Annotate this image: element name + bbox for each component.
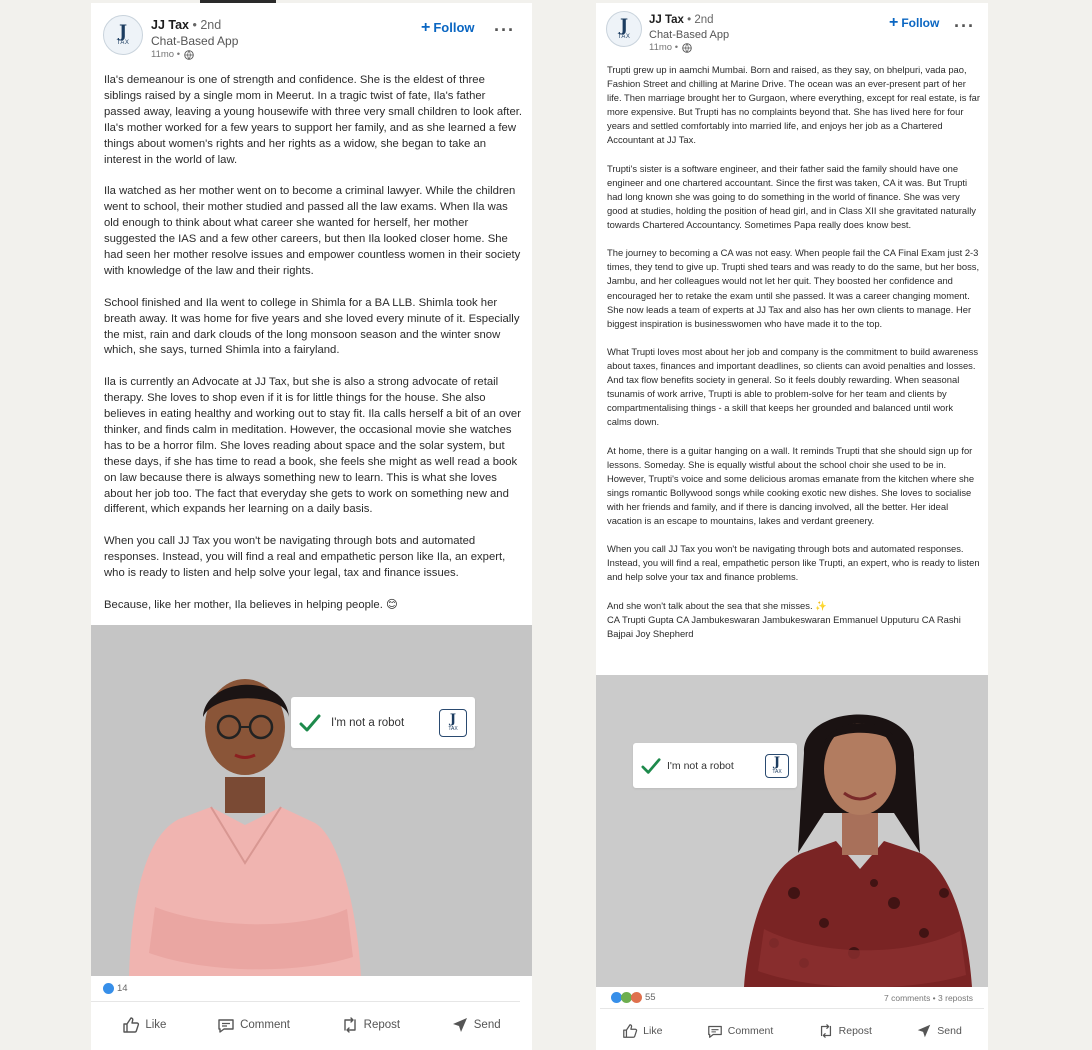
author-subtitle: Chat-Based App — [151, 34, 239, 48]
author-name[interactable]: JJ Tax — [649, 14, 684, 26]
comment-icon — [217, 1016, 235, 1034]
more-options-icon[interactable]: ··· — [494, 20, 515, 40]
post-time: 11mo • — [151, 49, 238, 61]
repost-button[interactable]: Repost — [818, 1023, 872, 1039]
reactions-summary[interactable] — [103, 983, 128, 994]
jjtax-logo-icon: J TAX — [765, 754, 789, 778]
reaction-count: 14 — [117, 983, 128, 994]
more-options-icon[interactable]: ··· — [954, 16, 975, 36]
post-image[interactable] — [596, 675, 988, 987]
author-subtitle: Chat-Based App — [649, 29, 730, 41]
follow-button[interactable]: + Follow — [421, 18, 475, 36]
comment-button[interactable]: Comment — [217, 1016, 290, 1034]
like-button[interactable]: Like — [122, 1016, 166, 1034]
comment-button[interactable]: Comment — [707, 1023, 774, 1039]
woman-portrait-illustration — [125, 657, 365, 976]
social-counts — [600, 987, 984, 1009]
checkmark-icon — [641, 756, 661, 776]
send-icon — [916, 1023, 932, 1039]
send-icon — [451, 1016, 469, 1034]
like-button[interactable]: Like — [622, 1023, 662, 1039]
repost-icon — [818, 1023, 834, 1039]
love-reaction-icon — [631, 992, 642, 1003]
captcha-text: I'm not a robot — [667, 759, 734, 772]
feed-post-ila — [91, 3, 532, 1050]
captcha-text: I'm not a robot — [331, 716, 405, 729]
thumbs-up-icon — [622, 1023, 638, 1039]
feed-post-trupti — [596, 3, 988, 1050]
woman-portrait-illustration — [744, 693, 974, 987]
post-text: Ila's demeanour is one of strength and confidence. She is the eldest of three siblings raised by a single mom in Meerut. In a tragic twist of fate, Ila's father passed away, leaving a young housewife with three very small children to look after. Ila's mother worked for a few years to support her family, and as she learned a few things about women's rights and her rights as a widow, she began to take an interest in the world of law. Ila watched as her mother went on to become a criminal lawyer. While the children went to school, their mother studied and passed all the law exams. When Ila was old enough to think about what career she wanted for herself, her mother suggested the IAS and a few other careers, but then Ila looked closer home. She had seen her mother resolve issues and empower countless women in their society with knowledge of the law and their rights. School finished and Ila went to college in Shimla for a BA LLB. Shimla took her breath away. It was home for five years and she loved every minute of it. Especially the mist, rain and dark clouds of the long monsoon season and the winter snow which, she says, turned Shimla into a fairyland. Ila is currently an Advocate at JJ Tax, but she is also a strong advocate of retail therapy. She loves to shop even if it is for little things for the house. She also believes in eating healthy and working out to stay fit. Ila calls herself a bit of an over thinker, and finds calm in meditation. However, the occasional movie she watches has to be a horror film. She loves reading about space and the solar system, but these days, if she has time to read a book, she feels she might as well read a book on law because there is always something new to learn. This is what she loves about her job too. The fact that everyday she gets to work on something new and different, which expands her learning on a daily basis. When you call JJ Tax you won't be navigating through bots and automated responses. Instead, you will find a real and empathetic person like Ila, an expert, who is ready to listen and help solve your legal, tax and finance issues. Because, like her mother, Ila believes in helping people. 😊 — [104, 74, 523, 611]
post-header — [91, 3, 532, 67]
like-reaction-icon — [103, 983, 114, 994]
company-logo[interactable]: J TAX — [103, 15, 143, 55]
author-meta — [151, 17, 238, 61]
social-counts — [91, 976, 520, 1002]
plus-icon: + — [889, 14, 899, 31]
thumbs-up-icon — [122, 1016, 140, 1034]
author-meta — [649, 13, 729, 54]
post-header — [596, 3, 988, 59]
post-time: 11mo • — [649, 42, 729, 54]
reaction-count: 55 — [645, 992, 656, 1003]
connection-degree: • 2nd — [192, 18, 222, 32]
reactions-summary[interactable] — [611, 992, 656, 1003]
post-text: Trupti grew up in aamchi Mumbai. Born and raised, as they say, on bhelpuri, vada pao, Fashion Street and chilling at Marine Drive. The ocean was an ever-present part of her life. Then marriage brought her to Gurgaon, where everything, except for real estate, is far more expensive. But Trupti has no complaints beyond that. She has lived here for four years and settled comfortably into married life, and enjoys her job as a Chartered Accountant at JJ Tax. Trupti's sister is a software engineer, and their father said the family should have one engineer and one chartered accountant. Since the first was taken, CA it was. But Trupti had long known she was going to do something in the world of finance. She was very good at studies, holding the position of head girl, and in Class XII she gravitated naturally towards Chartered Accountancy. Sometimes Papa really does know best. The journey to becoming a CA was not easy. When people fail the CA Final Exam just 2-3 times, they tend to give up. Trupti shed tears and was ready to do the same, but her boss, Jambu, and her colleagues would not let her quit. They boosted her confidence and encouraged her to retake the exam until she passed. It was a career changing moment. She now leads a team of experts at JJ Tax and also has her own clients to manage. Her biggest inspiration is businesswomen who have made it to the top. What Trupti loves most about her job and company is the commitment to build awareness about taxes, finances and important deadlines, so clients can avoid penalties and losses. And tax flow benefits society in general. So it feels doubly rewarding. When seasonal tsunamis of work arrive, Trupti is able to problem-solve for her team and clients by compartmentalising things - a skill that keeps her grounded and balanced until work calms down. At home, there is a guitar hanging on a wall. It reminds Trupti that she should sign up for lessons. Someday. She is equally wistful about the school choir she used to be in. However, Trupti's voice and some delicious aromas emanate from the kitchen where she sings romantic Bollywood songs while cooking exotic new dishes. She loves to socialise with her friends and family, and if there is dancing involved, all the better. Her ideal vacation is an escape to mountains, lakes and verdant greenery. When you call JJ Tax you won't be navigating through bots and automated responses. Instead, you will find a real, empathetic person like Trupti, an expert, who is ready to listen and help solve your tax and finance problems. And she won't talk about the sea that she misses. ✨ CA Trupti Gupta CA Jambukeswaran Jambukeswaran Emmanuel Upputuru CA Rashi Bajpai Joy Shepherd — [607, 64, 980, 639]
repost-icon — [341, 1016, 359, 1034]
globe-icon — [682, 43, 692, 53]
repost-button[interactable]: Repost — [341, 1016, 400, 1034]
comments-reposts-count[interactable]: 7 comments • 3 reposts — [884, 992, 973, 1003]
jjtax-logo-icon: J TAX — [439, 709, 467, 737]
company-logo[interactable]: J TAX — [606, 11, 642, 47]
globe-icon — [184, 50, 194, 60]
connection-degree: • 2nd — [687, 14, 714, 26]
post-image[interactable] — [91, 625, 532, 976]
comment-icon — [707, 1023, 723, 1039]
plus-icon: + — [421, 18, 431, 36]
post-actions — [596, 1009, 988, 1050]
author-name[interactable]: JJ Tax — [151, 18, 189, 32]
post-actions — [91, 1002, 532, 1047]
send-button[interactable]: Send — [451, 1016, 501, 1034]
follow-button[interactable]: + Follow — [889, 14, 940, 31]
send-button[interactable]: Send — [916, 1023, 962, 1039]
